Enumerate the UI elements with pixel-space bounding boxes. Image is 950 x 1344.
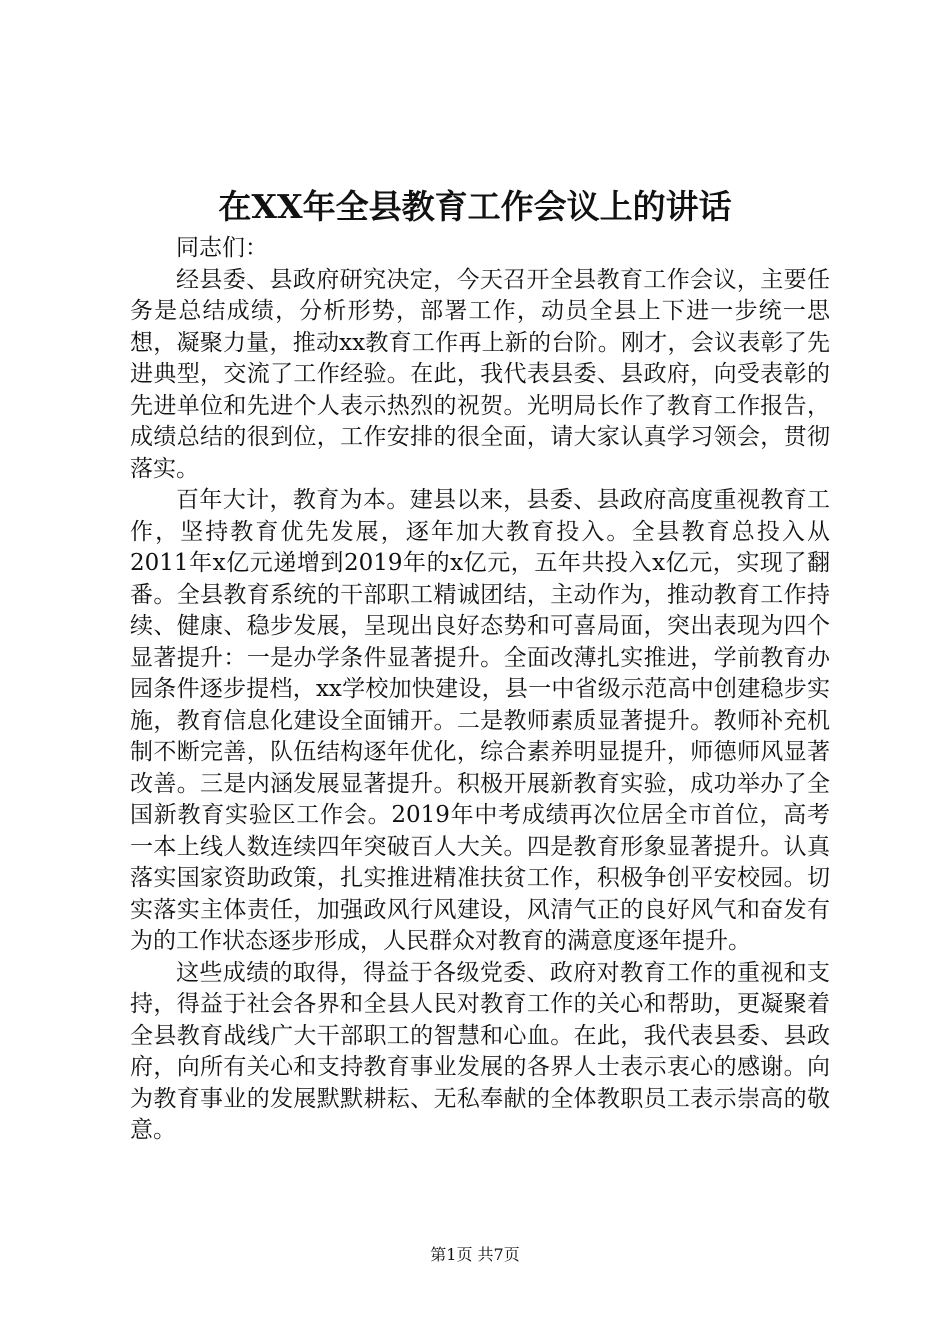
document-title: 在XX年全县教育工作会议上的讲话 <box>218 187 732 226</box>
page-footer: 第1页 共7页 <box>430 1245 520 1264</box>
salutation: 同志们： <box>176 235 268 261</box>
paragraph-2: 百年大计，教育为本。建县以来，县委、县政府高度重视教育工作，坚持教育优先发展，逐年加大教育投入。全县教育总投入从2011年x亿元递增到2019年的x亿元，五年共投入x亿元，实现了翻番。全县教育系统的干部职工精诚团结，主动作为，推动教育工作持续、健康、稳步发展，呈现出良好态势和可喜局面，突出表现为四个显著提升：一是办学条件显著提升。全面改薄扎实推进，学前教育办园条件逐步提档，xx学校加快建设，县一中省级示范高中创建稳步实施，教育信息化建设全面铺开。二是教师素质显著提升。教师补充机制不断完善，队伍结构逐年优化，综合素养明显提升，师德师风显著改善。三是内涵发展显著提升。积极开展新教育实验，成功举办了全国新教育实验区工作会。2019年中考成绩再次位居全市首位，高考一本上线人数连续四年突破百人大关。四是教育形象显著提升。认真落实国家资助政策，扎实推进精准扶贫工作，积极争创平安校园。切实落实主体责任，加强政风行风建设，风清气正的良好风气和奋发有为的工作状态逐步形成，人民群众对教育的满意度逐年提升。 <box>130 487 830 954</box>
paragraph-3: 这些成绩的取得，得益于各级党委、政府对教育工作的重视和支持，得益于社会各界和全县人民对教育工作的关心和帮助，更凝聚着全县教育战线广大干部职工的智慧和心血。在此，我代表县委、县政府，向所有关心和支持教育事业发展的各界人士表示衷心的感谢。向为教育事业的发展默默耕耘、无私奉献的全体教职员工表示崇高的敬意。 <box>130 959 830 1143</box>
document-body <box>130 233 830 1147</box>
paragraph-1: 经县委、县政府研究决定，今天召开全县教育工作会议，主要任务是总结成绩，分析形势，部署工作，动员全县上下进一步统一思想，凝聚力量，推动xx教育工作再上新的台阶。刚才，会议表彰了先进典型，交流了工作经验。在此，我代表县委、县政府，向受表彰的先进单位和先进个人表示热烈的祝贺。光明局长作了教育工作报告，成绩总结的很到位，工作安排的很全面，请大家认真学习领会，贯彻落实。 <box>130 266 830 482</box>
